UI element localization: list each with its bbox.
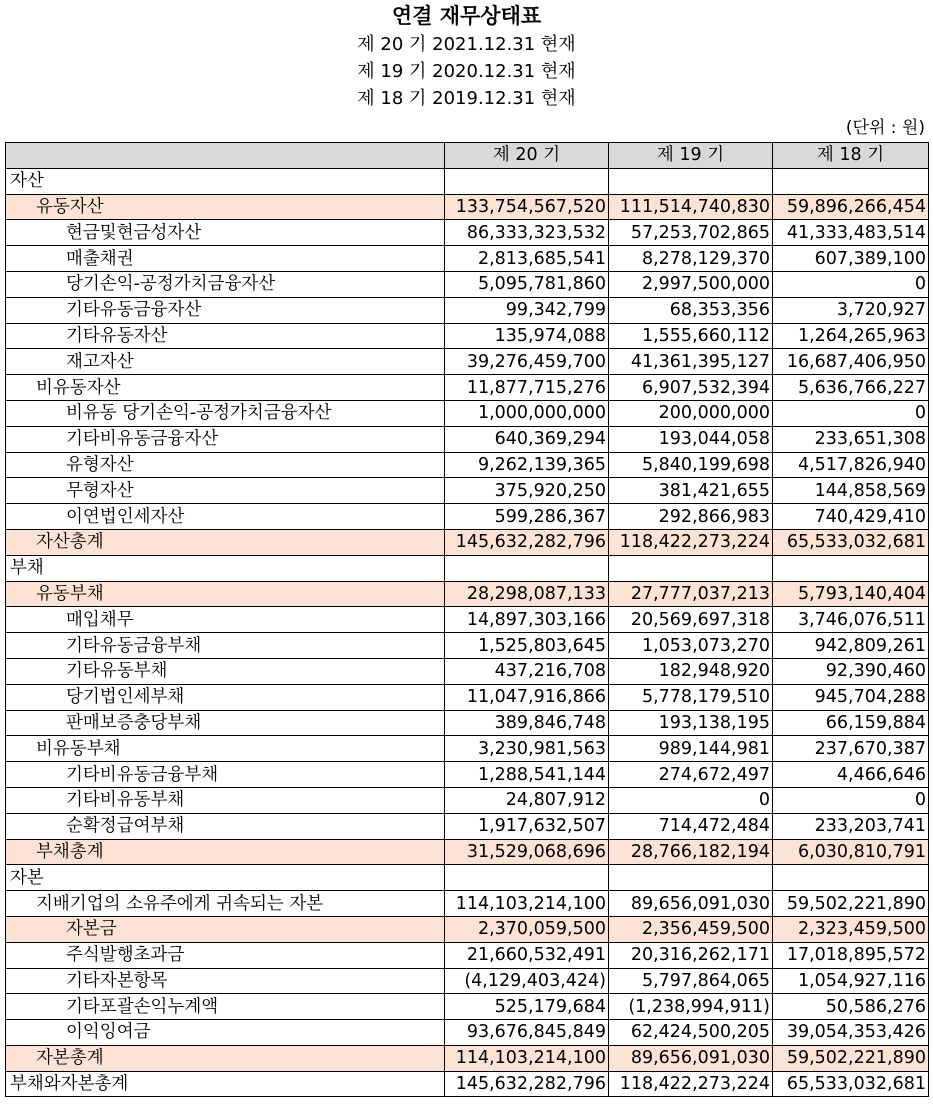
value-period-19 — [609, 865, 773, 891]
table-row — [6, 194, 929, 220]
value-period-18: 1,054,927,116 — [773, 968, 929, 994]
account-label: 매출채권 — [6, 246, 445, 272]
value-period-20: 133,754,567,520 — [445, 194, 609, 220]
value-period-20: 14,897,303,166 — [445, 607, 609, 633]
value-period-20: 145,632,282,796 — [445, 1071, 609, 1097]
value-period-20: 389,846,748 — [445, 710, 609, 736]
value-period-18: 92,390,460 — [773, 658, 929, 684]
value-period-20: 135,974,088 — [445, 323, 609, 349]
account-label: 자본총계 — [6, 1045, 445, 1071]
value-period-20: 525,179,684 — [445, 994, 609, 1020]
account-label: 기타유동부채 — [6, 658, 445, 684]
account-label: 비유동부채 — [6, 736, 445, 762]
value-period-18: 5,793,140,404 — [773, 581, 929, 607]
value-period-18: 65,533,032,681 — [773, 529, 929, 555]
account-label: 자본금 — [6, 916, 445, 942]
table-body — [6, 168, 929, 1097]
table-row — [6, 271, 929, 297]
table-row — [6, 581, 929, 607]
value-period-19: 193,044,058 — [609, 426, 773, 452]
value-period-19: 714,472,484 — [609, 813, 773, 839]
table-row — [6, 736, 929, 762]
table-header-row — [6, 143, 929, 169]
account-label: 지배기업의 소유주에게 귀속되는 자본 — [6, 891, 445, 917]
value-period-20: 93,676,845,849 — [445, 1020, 609, 1046]
value-period-19: 1,053,073,270 — [609, 633, 773, 659]
value-period-19: 989,144,981 — [609, 736, 773, 762]
value-period-19: 118,422,273,224 — [609, 1071, 773, 1097]
value-period-20: 1,917,632,507 — [445, 813, 609, 839]
value-period-20: 2,370,059,500 — [445, 916, 609, 942]
value-period-19: 57,253,702,865 — [609, 220, 773, 246]
value-period-20: 3,230,981,563 — [445, 736, 609, 762]
table-row — [6, 916, 929, 942]
value-period-20: 28,298,087,133 — [445, 581, 609, 607]
table-row — [6, 426, 929, 452]
account-label: 기타자본항목 — [6, 968, 445, 994]
period-line-18: 제 18 기 2019.12.31 현재 — [357, 88, 576, 109]
table-row — [6, 168, 929, 194]
table-row — [6, 942, 929, 968]
value-period-18: 144,858,569 — [773, 478, 929, 504]
table-row — [6, 994, 929, 1020]
table-row — [6, 478, 929, 504]
value-period-19 — [609, 168, 773, 194]
account-label: 부채총계 — [6, 839, 445, 865]
table-row — [6, 762, 929, 788]
value-period-18: 50,586,276 — [773, 994, 929, 1020]
table-row — [6, 684, 929, 710]
table-row — [6, 375, 929, 401]
table-row — [6, 968, 929, 994]
account-label: 부채와자본총계 — [6, 1071, 445, 1097]
value-period-20: 437,216,708 — [445, 658, 609, 684]
table-row — [6, 220, 929, 246]
value-period-20: 1,525,803,645 — [445, 633, 609, 659]
value-period-20: 375,920,250 — [445, 478, 609, 504]
value-period-19: 1,555,660,112 — [609, 323, 773, 349]
period-line-19: 제 19 기 2020.12.31 현재 — [357, 61, 576, 82]
value-period-18 — [773, 168, 929, 194]
table-row — [6, 1020, 929, 1046]
value-period-18: 607,389,100 — [773, 246, 929, 272]
account-label: 비유동자산 — [6, 375, 445, 401]
balance-sheet-table — [5, 142, 929, 1097]
value-period-19: 111,514,740,830 — [609, 194, 773, 220]
value-period-20: 39,276,459,700 — [445, 349, 609, 375]
value-period-18: 66,159,884 — [773, 710, 929, 736]
value-period-19: (1,238,994,911) — [609, 994, 773, 1020]
table-row — [6, 658, 929, 684]
value-period-19: 5,840,199,698 — [609, 452, 773, 478]
value-period-18: 942,809,261 — [773, 633, 929, 659]
account-label: 기타비유동부채 — [6, 787, 445, 813]
value-period-20 — [445, 555, 609, 581]
table-row — [6, 1045, 929, 1071]
value-period-19: 200,000,000 — [609, 400, 773, 426]
value-period-20: 640,369,294 — [445, 426, 609, 452]
value-period-20: 2,813,685,541 — [445, 246, 609, 272]
value-period-18: 6,030,810,791 — [773, 839, 929, 865]
value-period-18 — [773, 865, 929, 891]
value-period-18: 945,704,288 — [773, 684, 929, 710]
value-period-20: 24,807,912 — [445, 787, 609, 813]
value-period-19: 193,138,195 — [609, 710, 773, 736]
value-period-20: 1,000,000,000 — [445, 400, 609, 426]
value-period-20: 599,286,367 — [445, 504, 609, 530]
value-period-19: 27,777,037,213 — [609, 581, 773, 607]
value-period-19: 5,797,864,065 — [609, 968, 773, 994]
value-period-19: 118,422,273,224 — [609, 529, 773, 555]
value-period-20: 11,877,715,276 — [445, 375, 609, 401]
value-period-19: 381,421,655 — [609, 478, 773, 504]
account-label: 당기법인세부채 — [6, 684, 445, 710]
table-row — [6, 787, 929, 813]
value-period-18: 17,018,895,572 — [773, 942, 929, 968]
value-period-18: 59,896,266,454 — [773, 194, 929, 220]
account-label: 매입채무 — [6, 607, 445, 633]
table-row — [6, 839, 929, 865]
value-period-18: 59,502,221,890 — [773, 891, 929, 917]
account-label: 자산 — [6, 168, 445, 194]
account-label: 비유동 당기손익-공정가치금융자산 — [6, 400, 445, 426]
value-period-20: 21,660,532,491 — [445, 942, 609, 968]
unit-label: (단위 : 원) — [845, 118, 925, 138]
value-period-18: 41,333,483,514 — [773, 220, 929, 246]
account-label: 당기손익-공정가치금융자산 — [6, 271, 445, 297]
table-row — [6, 633, 929, 659]
value-period-20: 11,047,916,866 — [445, 684, 609, 710]
value-period-19 — [609, 555, 773, 581]
table-row — [6, 323, 929, 349]
account-label: 주식발행초과금 — [6, 942, 445, 968]
table-row — [6, 1071, 929, 1097]
table-row — [6, 891, 929, 917]
account-label: 무형자산 — [6, 478, 445, 504]
account-label: 재고자산 — [6, 349, 445, 375]
account-label: 이익잉여금 — [6, 1020, 445, 1046]
value-period-18: 237,670,387 — [773, 736, 929, 762]
value-period-20: 5,095,781,860 — [445, 271, 609, 297]
account-label: 자산총계 — [6, 529, 445, 555]
value-period-19: 20,569,697,318 — [609, 607, 773, 633]
value-period-19: 292,866,983 — [609, 504, 773, 530]
value-period-18: 0 — [773, 271, 929, 297]
header-period-19: 제 19 기 — [609, 143, 773, 169]
value-period-19: 28,766,182,194 — [609, 839, 773, 865]
table-row — [6, 813, 929, 839]
value-period-19: 68,353,356 — [609, 297, 773, 323]
value-period-20: (4,129,403,424) — [445, 968, 609, 994]
account-label: 기타비유동금융부채 — [6, 762, 445, 788]
account-label: 유동부채 — [6, 581, 445, 607]
value-period-18: 4,517,826,940 — [773, 452, 929, 478]
value-period-18: 65,533,032,681 — [773, 1071, 929, 1097]
value-period-20 — [445, 865, 609, 891]
table-row — [6, 297, 929, 323]
account-label: 기타유동금융자산 — [6, 297, 445, 323]
table-row — [6, 246, 929, 272]
account-label: 판매보증충당부채 — [6, 710, 445, 736]
value-period-20: 86,333,323,532 — [445, 220, 609, 246]
account-label: 유형자산 — [6, 452, 445, 478]
value-period-19: 8,278,129,370 — [609, 246, 773, 272]
table-row — [6, 865, 929, 891]
table-row — [6, 400, 929, 426]
header-account — [6, 143, 445, 169]
value-period-20 — [445, 168, 609, 194]
value-period-18: 740,429,410 — [773, 504, 929, 530]
header-period-20: 제 20 기 — [445, 143, 609, 169]
value-period-18: 1,264,265,963 — [773, 323, 929, 349]
value-period-20: 145,632,282,796 — [445, 529, 609, 555]
value-period-18: 233,651,308 — [773, 426, 929, 452]
account-label: 기타포괄손익누계액 — [6, 994, 445, 1020]
account-label: 순확정급여부채 — [6, 813, 445, 839]
value-period-18: 2,323,459,500 — [773, 916, 929, 942]
value-period-19: 20,316,262,171 — [609, 942, 773, 968]
value-period-18: 59,502,221,890 — [773, 1045, 929, 1071]
value-period-18: 5,636,766,227 — [773, 375, 929, 401]
value-period-19: 41,361,395,127 — [609, 349, 773, 375]
value-period-18: 4,466,646 — [773, 762, 929, 788]
table-row — [6, 555, 929, 581]
value-period-19: 89,656,091,030 — [609, 891, 773, 917]
table-row — [6, 504, 929, 530]
value-period-20: 114,103,214,100 — [445, 1045, 609, 1071]
value-period-19: 182,948,920 — [609, 658, 773, 684]
value-period-20: 1,288,541,144 — [445, 762, 609, 788]
table-row — [6, 710, 929, 736]
value-period-19: 274,672,497 — [609, 762, 773, 788]
value-period-20: 114,103,214,100 — [445, 891, 609, 917]
account-label: 부채 — [6, 555, 445, 581]
account-label: 기타유동자산 — [6, 323, 445, 349]
value-period-18 — [773, 555, 929, 581]
value-period-19: 6,907,532,394 — [609, 375, 773, 401]
value-period-19: 62,424,500,205 — [609, 1020, 773, 1046]
value-period-19: 5,778,179,510 — [609, 684, 773, 710]
value-period-19: 2,997,500,000 — [609, 271, 773, 297]
account-label: 이연법인세자산 — [6, 504, 445, 530]
value-period-18: 16,687,406,950 — [773, 349, 929, 375]
value-period-20: 9,262,139,365 — [445, 452, 609, 478]
value-period-19: 0 — [609, 787, 773, 813]
header-period-18: 제 18 기 — [773, 143, 929, 169]
value-period-18: 39,054,353,426 — [773, 1020, 929, 1046]
account-label: 유동자산 — [6, 194, 445, 220]
value-period-18: 0 — [773, 787, 929, 813]
account-label: 기타유동금융부채 — [6, 633, 445, 659]
value-period-20: 31,529,068,696 — [445, 839, 609, 865]
account-label: 자본 — [6, 865, 445, 891]
table-row — [6, 452, 929, 478]
document-title: 연결 재무상태표 — [391, 4, 542, 28]
table-row — [6, 529, 929, 555]
account-label: 현금및현금성자산 — [6, 220, 445, 246]
value-period-20: 99,342,799 — [445, 297, 609, 323]
account-label: 기타비유동금융자산 — [6, 426, 445, 452]
value-period-18: 3,720,927 — [773, 297, 929, 323]
table-row — [6, 607, 929, 633]
value-period-18: 3,746,076,511 — [773, 607, 929, 633]
value-period-18: 0 — [773, 400, 929, 426]
value-period-19: 89,656,091,030 — [609, 1045, 773, 1071]
value-period-19: 2,356,459,500 — [609, 916, 773, 942]
value-period-18: 233,203,741 — [773, 813, 929, 839]
period-line-20: 제 20 기 2021.12.31 현재 — [357, 34, 576, 55]
table-row — [6, 349, 929, 375]
